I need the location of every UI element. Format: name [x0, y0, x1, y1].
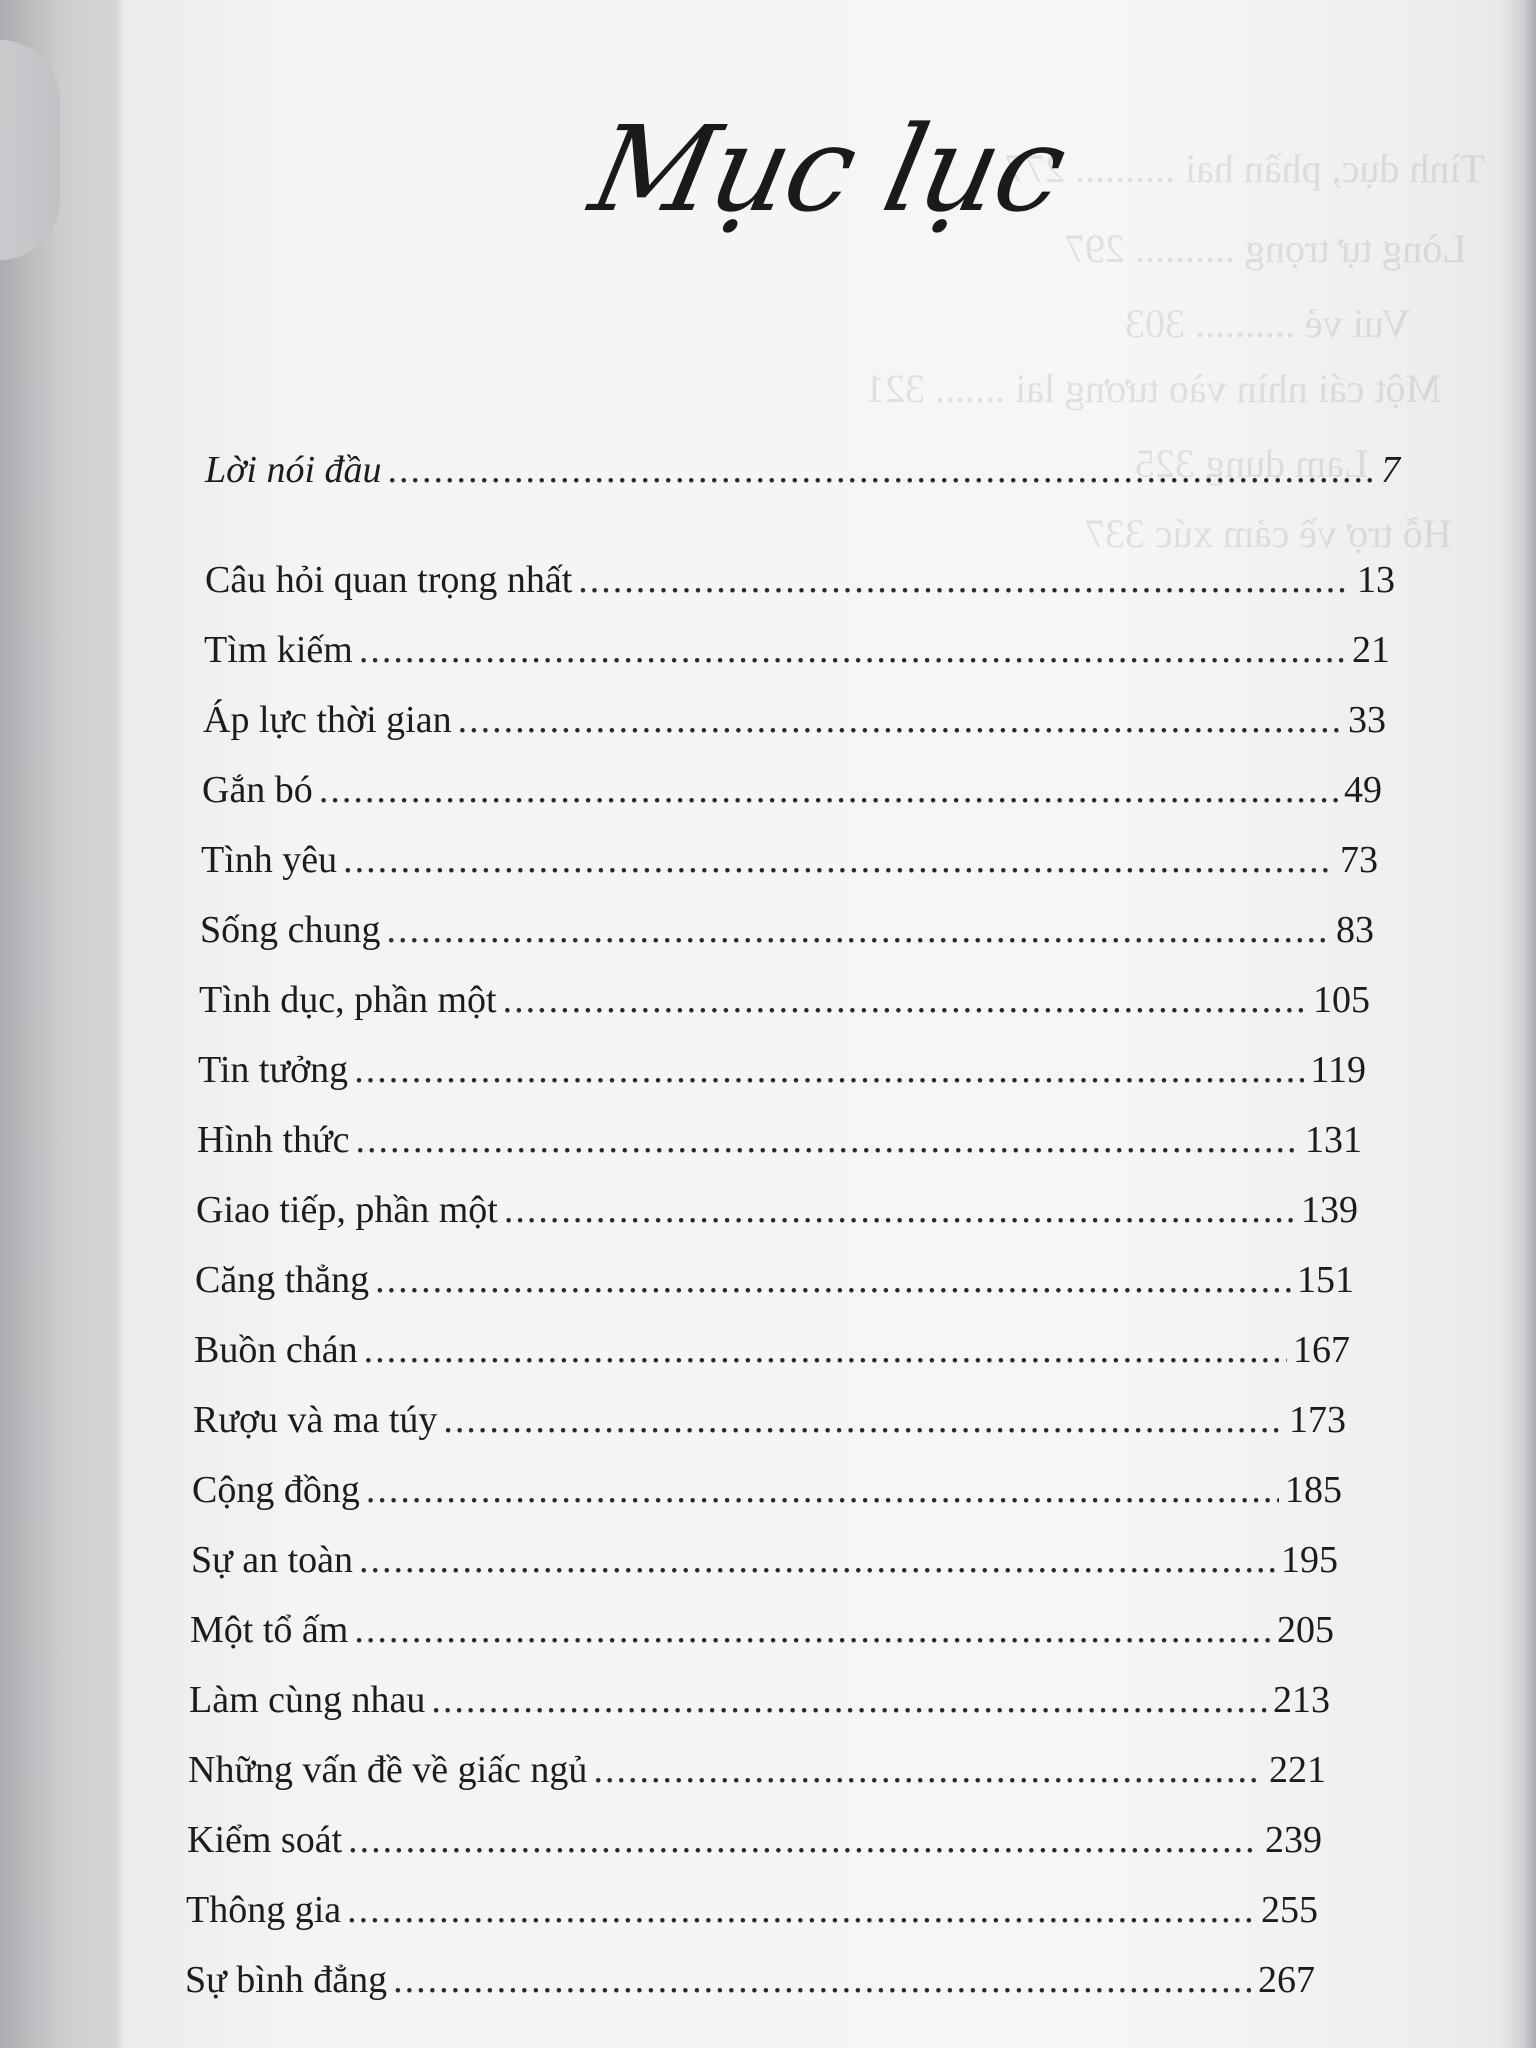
dot-leader [348, 1818, 1259, 1862]
toc-entry-page: 83 [1336, 909, 1374, 951]
toc-entry-label: Tin tưởng [198, 1049, 349, 1091]
toc-entry-label: Câu hỏi quan trọng nhất [205, 559, 573, 601]
toc-entry-page: 33 [1348, 699, 1386, 741]
toc-entry [205, 558, 1395, 608]
dot-leader [354, 1608, 1271, 1652]
toc-entry-label: Gắn bó [202, 769, 313, 811]
toc-entry-page: 73 [1340, 839, 1378, 881]
show-through-text: Tình dục, phần hai .......... 277 Lòng tự trọng .......... 297 Vui vẻ .......... 303 Một cái nhìn vào tương lai ....... 321 Lạm dụng 325 Hỗ trợ về cảm xúc 337 [865, 146, 1485, 556]
toc-entry-page: 185 [1285, 1469, 1342, 1511]
toc-entry-label: Giao tiếp, phần một [196, 1189, 498, 1231]
toc-entry-label: Cộng đồng [192, 1469, 360, 1511]
dot-leader [504, 1188, 1295, 1232]
dot-leader [343, 838, 1334, 882]
toc-entry [188, 1748, 1326, 1798]
dot-leader [375, 1258, 1291, 1302]
toc-entry-page: 267 [1258, 1959, 1315, 2001]
dot-leader [366, 1468, 1279, 1512]
toc-entry [199, 978, 1370, 1028]
toc-entry [185, 1958, 1315, 2008]
toc-entry-label: Làm cùng nhau [189, 1679, 426, 1721]
dot-leader [359, 1538, 1275, 1582]
toc-entry-label: Áp lực thời gian [203, 699, 452, 741]
dot-leader [319, 768, 1338, 812]
toc-entry-label: Lời nói đầu [205, 449, 382, 491]
toc-entry-page: 255 [1261, 1889, 1318, 1931]
toc-entry [194, 1328, 1350, 1378]
toc-entry-page: 21 [1352, 629, 1390, 671]
dot-leader [578, 558, 1351, 602]
toc-entry [189, 1678, 1330, 1728]
toc-entry-label: Hình thức [197, 1119, 350, 1161]
toc-page [125, 0, 1500, 2048]
toc-entry [202, 768, 1382, 818]
toc-entry-preface [205, 448, 1400, 498]
toc-entry [195, 1258, 1354, 1308]
toc-entry-page: 221 [1269, 1749, 1326, 1791]
toc-entry-label: Tìm kiếm [204, 629, 353, 671]
toc-entry-label: Sống chung [200, 909, 381, 951]
toc-entry-page: 49 [1344, 769, 1382, 811]
toc-entry-label: Căng thẳng [195, 1259, 370, 1301]
toc-entry-label: Sự an toàn [191, 1539, 354, 1581]
dot-leader [458, 698, 1342, 742]
toc-entry-page: 213 [1273, 1679, 1330, 1721]
toc-entry [203, 698, 1386, 748]
toc-entry [197, 1118, 1362, 1168]
dot-leader [356, 1118, 1299, 1162]
toc-entry-page: 173 [1289, 1399, 1346, 1441]
dot-leader [393, 1958, 1252, 2002]
toc-entry-label: Buồn chán [194, 1329, 358, 1371]
dot-leader [354, 1048, 1304, 1092]
toc-entry [201, 838, 1378, 888]
toc-entry-label: Kiểm soát [187, 1819, 343, 1861]
dot-leader [387, 908, 1331, 952]
right-page-edge [1496, 0, 1536, 2048]
page-title: Mục lục [580, 100, 1076, 238]
toc-entry [196, 1188, 1358, 1238]
toc-entry-page: 119 [1310, 1049, 1366, 1091]
dot-leader [503, 978, 1307, 1022]
toc-entry-page: 7 [1381, 449, 1400, 491]
toc-entry-label: Sự bình đẳng [185, 1959, 388, 2001]
toc-entry-label: Thông gia [186, 1889, 342, 1931]
left-page-curl [0, 40, 60, 260]
dot-leader [593, 1748, 1263, 1792]
toc-entry [191, 1538, 1338, 1588]
toc-entry-page: 13 [1357, 559, 1395, 601]
toc-entry [186, 1888, 1318, 1938]
toc-entry-page: 131 [1305, 1119, 1362, 1161]
toc-entry-page: 205 [1277, 1609, 1334, 1651]
dot-leader [364, 1328, 1287, 1372]
dot-leader [431, 1678, 1267, 1722]
toc-entry-label: Tình dục, phần một [199, 979, 497, 1021]
toc-entry [193, 1398, 1346, 1448]
toc-entry-page: 151 [1297, 1259, 1354, 1301]
toc-entry-label: Một tổ ấm [190, 1609, 349, 1651]
toc-entry-label: Những vấn đề về giấc ngủ [188, 1749, 588, 1791]
toc-entry-page: 139 [1301, 1189, 1358, 1231]
dot-leader [443, 1398, 1283, 1442]
toc-entry [187, 1818, 1322, 1868]
toc-entry-label: Rượu và ma túy [193, 1399, 438, 1441]
dot-leader [388, 448, 1375, 492]
dot-leader [359, 628, 1346, 672]
toc-entry [190, 1608, 1334, 1658]
toc-entry [192, 1468, 1342, 1518]
toc-entry [200, 908, 1374, 958]
toc-entry-page: 167 [1293, 1329, 1350, 1371]
toc-entry-page: 105 [1313, 979, 1370, 1021]
toc-entry-page: 239 [1265, 1819, 1322, 1861]
dot-leader [347, 1888, 1255, 1932]
toc-entry [198, 1048, 1366, 1098]
toc-entry [204, 628, 1390, 678]
toc-entry-label: Tình yêu [201, 839, 338, 881]
toc-entry-page: 195 [1281, 1539, 1338, 1581]
left-page-shadow [0, 0, 120, 2048]
